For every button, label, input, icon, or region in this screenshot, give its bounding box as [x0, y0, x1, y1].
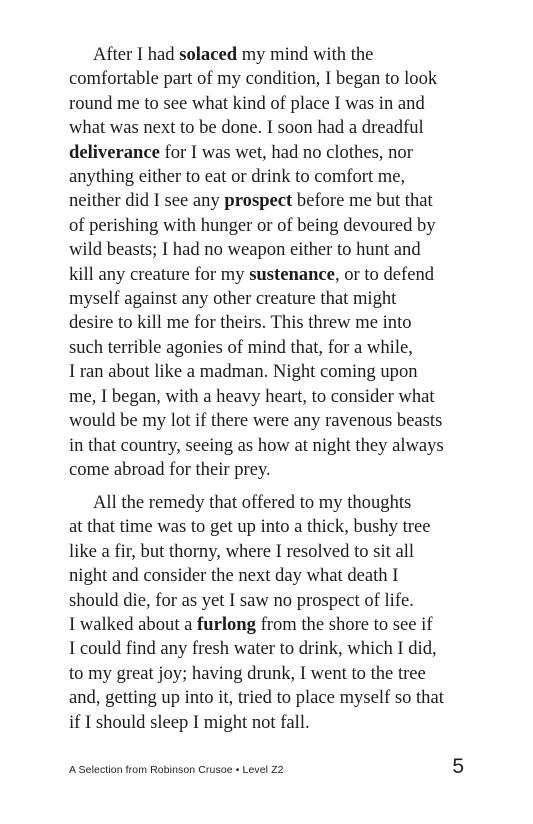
text-line: night and consider the next day what death I [69, 565, 399, 587]
text-line: would be my lot if there were any ravenous beasts [69, 410, 443, 432]
text-line: should die, for as yet I saw no prospect of life. [69, 589, 414, 611]
text-line: and, getting up into it, tried to place myself so that [69, 687, 444, 709]
vocabulary-word: furlong [197, 614, 256, 636]
vocabulary-word: sustenance [249, 263, 335, 285]
text-line: me, I began, with a heavy heart, to consider what [69, 385, 435, 407]
paragraph-1 [69, 43, 489, 482]
text-line: neither did I see any prospect before me but that [69, 190, 433, 212]
text-line: anything either to eat or drink to comfort me, [69, 166, 406, 188]
vocabulary-word: deliverance [69, 141, 160, 163]
text-line: I walked about a furlong from the shore to see if [69, 614, 433, 636]
text-line: desire to kill me for theirs. This threw me into [69, 312, 412, 334]
text-line: deliverance for I was wet, had no clothes, nor [69, 141, 413, 163]
text-line: comfortable part of my condition, I began to look [69, 68, 438, 90]
text-line: All the remedy that offered to my thoughts [93, 492, 412, 513]
text-line: kill any creature for my sustenance, or to defend [69, 263, 435, 285]
text-line: what was next to be done. I soon had a dreadful [69, 117, 424, 139]
text-line: like a fir, but thorny, where I resolved to sit all [69, 540, 415, 562]
text-line: such terrible agonies of mind that, for a while, [69, 336, 413, 358]
vocabulary-word: prospect [224, 190, 293, 212]
text-line: to my great joy; having drunk, I went to the tree [69, 662, 426, 684]
text-line: I ran about like a madman. Night coming upon [69, 361, 418, 383]
text-line: myself against any other creature that might [69, 288, 397, 310]
text-line: of perishing with hunger or of being devoured by [69, 214, 436, 236]
text-line: wild beasts; I had no weapon either to hunt and [69, 239, 421, 261]
text-line: I could find any fresh water to drink, which I did, [69, 638, 437, 660]
footer-book-title: A Selection from Robinson Crusoe • Level Z2 [69, 764, 284, 776]
text-line: if I should sleep I might not fall. [69, 711, 310, 733]
text-line: round me to see what kind of place I was in and [69, 92, 425, 114]
text-line: After I had solaced my mind with the [93, 44, 374, 65]
text-line: come abroad for their prey. [69, 458, 271, 480]
text-line: in that country, seeing as how at night they always [69, 434, 444, 456]
paragraph-2 [69, 491, 489, 735]
vocabulary-word: solaced [179, 44, 238, 65]
text-line: at that time was to get up into a thick, bushy tree [69, 516, 431, 538]
page-number: 5 [452, 755, 464, 778]
